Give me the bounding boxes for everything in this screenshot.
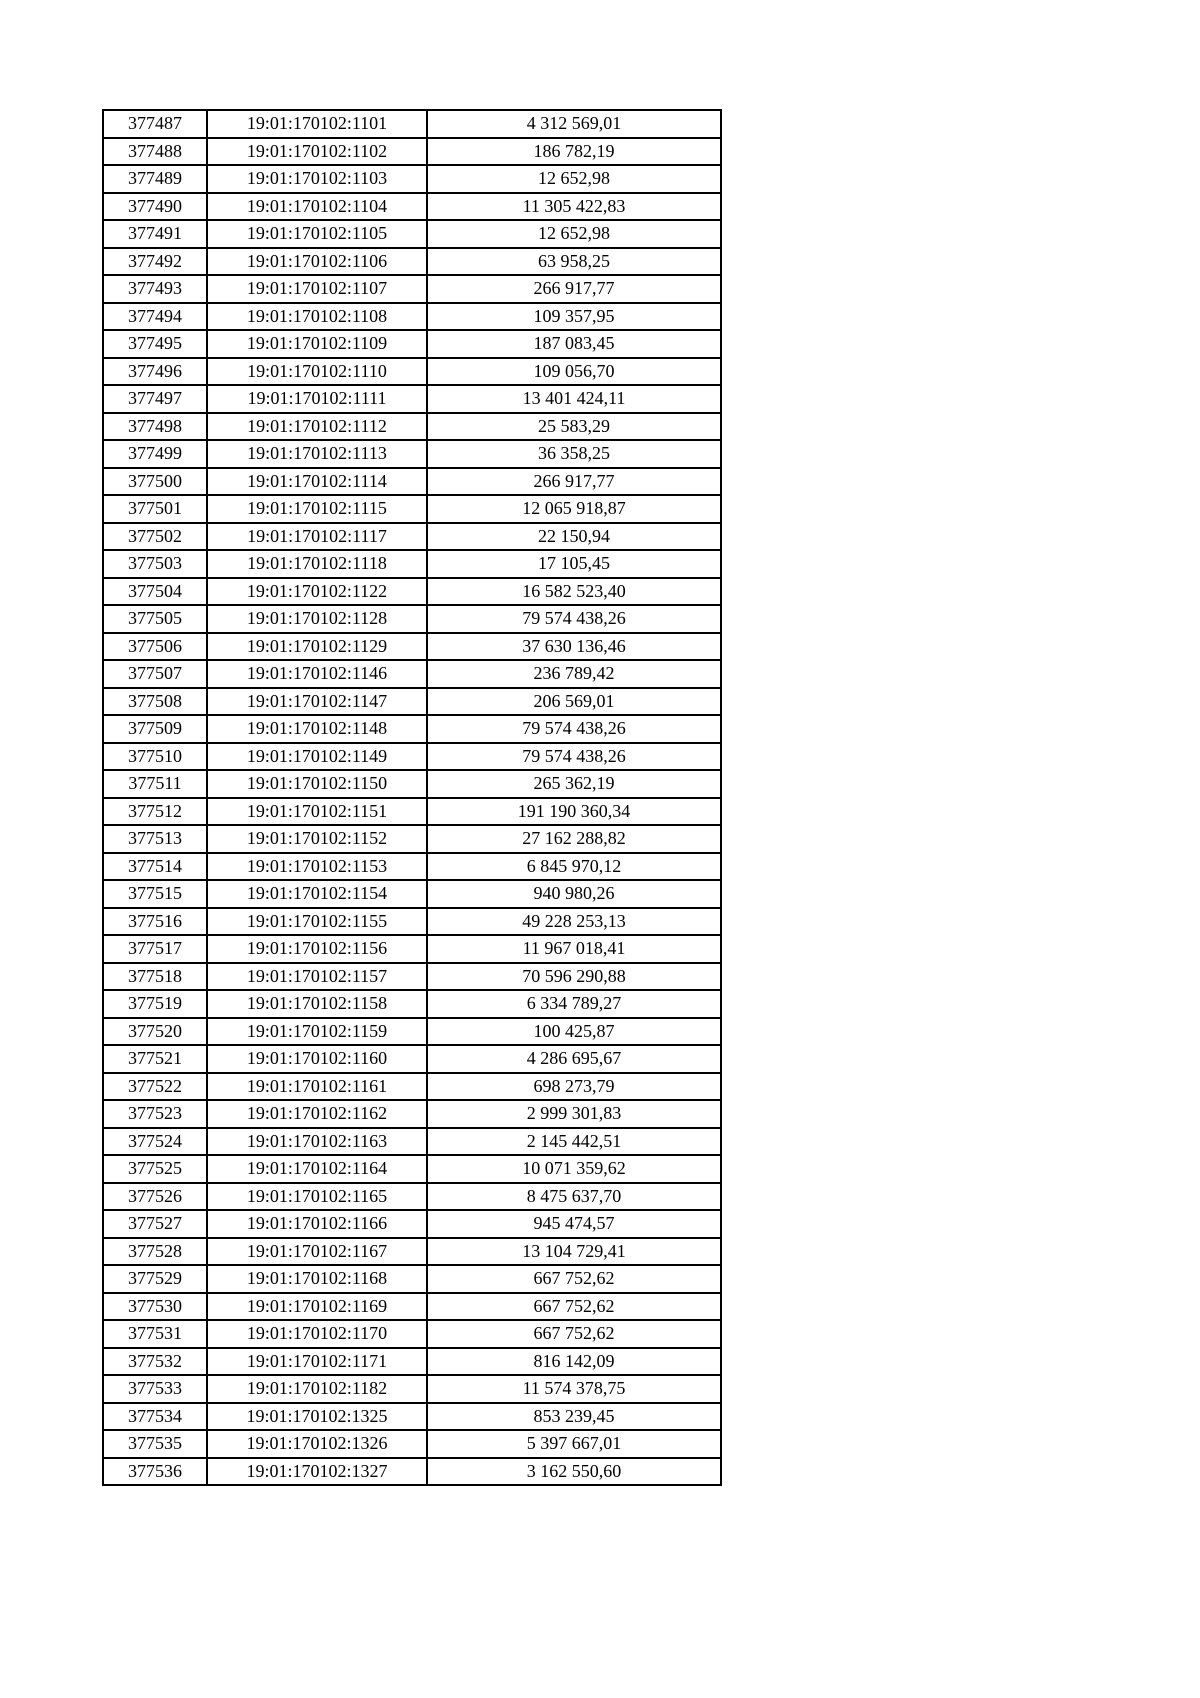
table-row — [103, 798, 721, 826]
row-number-cell: 377502 — [103, 523, 207, 551]
value-cell: 2 999 301,83 — [427, 1100, 721, 1128]
value-cell: 5 397 667,01 — [427, 1430, 721, 1458]
cadastral-number-cell: 19:01:170102:1114 — [207, 468, 427, 496]
cadastral-number-cell: 19:01:170102:1102 — [207, 138, 427, 166]
table-row — [103, 358, 721, 386]
table-row — [103, 880, 721, 908]
value-cell: 4 286 695,67 — [427, 1045, 721, 1073]
table-row — [103, 1210, 721, 1238]
value-cell: 667 752,62 — [427, 1265, 721, 1293]
cadastral-number-cell: 19:01:170102:1168 — [207, 1265, 427, 1293]
value-cell: 79 574 438,26 — [427, 605, 721, 633]
row-number-cell: 377507 — [103, 660, 207, 688]
cadastral-number-cell: 19:01:170102:1147 — [207, 688, 427, 716]
cadastral-number-cell: 19:01:170102:1171 — [207, 1348, 427, 1376]
cadastral-number-cell: 19:01:170102:1122 — [207, 578, 427, 606]
value-cell: 11 574 378,75 — [427, 1375, 721, 1403]
value-cell: 6 334 789,27 — [427, 990, 721, 1018]
row-number-cell: 377499 — [103, 440, 207, 468]
cadastral-number-cell: 19:01:170102:1148 — [207, 715, 427, 743]
value-cell: 186 782,19 — [427, 138, 721, 166]
row-number-cell: 377534 — [103, 1403, 207, 1431]
table-row — [103, 1073, 721, 1101]
table-row — [103, 523, 721, 551]
table-row — [103, 770, 721, 798]
value-cell: 36 358,25 — [427, 440, 721, 468]
row-number-cell: 377504 — [103, 578, 207, 606]
row-number-cell: 377517 — [103, 935, 207, 963]
table-row — [103, 1403, 721, 1431]
row-number-cell: 377494 — [103, 303, 207, 331]
value-cell: 2 145 442,51 — [427, 1128, 721, 1156]
row-number-cell: 377531 — [103, 1320, 207, 1348]
table-row — [103, 1155, 721, 1183]
value-cell: 13 401 424,11 — [427, 385, 721, 413]
value-cell: 8 475 637,70 — [427, 1183, 721, 1211]
row-number-cell: 377535 — [103, 1430, 207, 1458]
cadastral-number-cell: 19:01:170102:1103 — [207, 165, 427, 193]
row-number-cell: 377489 — [103, 165, 207, 193]
cadastral-number-cell: 19:01:170102:1154 — [207, 880, 427, 908]
cadastral-number-cell: 19:01:170102:1158 — [207, 990, 427, 1018]
table-row — [103, 248, 721, 276]
value-cell: 109 056,70 — [427, 358, 721, 386]
value-cell: 79 574 438,26 — [427, 715, 721, 743]
row-number-cell: 377501 — [103, 495, 207, 523]
row-number-cell: 377495 — [103, 330, 207, 358]
value-cell: 37 630 136,46 — [427, 633, 721, 661]
cadastral-number-cell: 19:01:170102:1109 — [207, 330, 427, 358]
row-number-cell: 377503 — [103, 550, 207, 578]
value-cell: 49 228 253,13 — [427, 908, 721, 936]
row-number-cell: 377509 — [103, 715, 207, 743]
value-cell: 11 967 018,41 — [427, 935, 721, 963]
table-row — [103, 1430, 721, 1458]
row-number-cell: 377519 — [103, 990, 207, 1018]
cadastral-value-table — [102, 109, 722, 1486]
table-row — [103, 138, 721, 166]
cadastral-number-cell: 19:01:170102:1106 — [207, 248, 427, 276]
cadastral-number-cell: 19:01:170102:1170 — [207, 1320, 427, 1348]
table-row — [103, 1018, 721, 1046]
table-row — [103, 550, 721, 578]
cadastral-number-cell: 19:01:170102:1167 — [207, 1238, 427, 1266]
table-row — [103, 193, 721, 221]
table-row — [103, 825, 721, 853]
cadastral-number-cell: 19:01:170102:1117 — [207, 523, 427, 551]
row-number-cell: 377493 — [103, 275, 207, 303]
cadastral-number-cell: 19:01:170102:1163 — [207, 1128, 427, 1156]
table-row — [103, 990, 721, 1018]
cadastral-number-cell: 19:01:170102:1326 — [207, 1430, 427, 1458]
cadastral-number-cell: 19:01:170102:1113 — [207, 440, 427, 468]
value-cell: 63 958,25 — [427, 248, 721, 276]
value-cell: 266 917,77 — [427, 468, 721, 496]
table-row — [103, 468, 721, 496]
cadastral-number-cell: 19:01:170102:1115 — [207, 495, 427, 523]
row-number-cell: 377530 — [103, 1293, 207, 1321]
cadastral-number-cell: 19:01:170102:1112 — [207, 413, 427, 441]
value-cell: 10 071 359,62 — [427, 1155, 721, 1183]
row-number-cell: 377505 — [103, 605, 207, 633]
row-number-cell: 377527 — [103, 1210, 207, 1238]
cadastral-number-cell: 19:01:170102:1325 — [207, 1403, 427, 1431]
table-row — [103, 605, 721, 633]
table-row — [103, 1458, 721, 1486]
row-number-cell: 377491 — [103, 220, 207, 248]
cadastral-number-cell: 19:01:170102:1150 — [207, 770, 427, 798]
row-number-cell: 377506 — [103, 633, 207, 661]
table-row — [103, 853, 721, 881]
value-cell: 11 305 422,83 — [427, 193, 721, 221]
cadastral-number-cell: 19:01:170102:1166 — [207, 1210, 427, 1238]
row-number-cell: 377526 — [103, 1183, 207, 1211]
cadastral-number-cell: 19:01:170102:1162 — [207, 1100, 427, 1128]
row-number-cell: 377488 — [103, 138, 207, 166]
cadastral-number-cell: 19:01:170102:1157 — [207, 963, 427, 991]
value-cell: 191 190 360,34 — [427, 798, 721, 826]
table-row — [103, 303, 721, 331]
row-number-cell: 377492 — [103, 248, 207, 276]
table-row — [103, 660, 721, 688]
cadastral-number-cell: 19:01:170102:1160 — [207, 1045, 427, 1073]
cadastral-number-cell: 19:01:170102:1118 — [207, 550, 427, 578]
value-cell: 3 162 550,60 — [427, 1458, 721, 1486]
value-cell: 70 596 290,88 — [427, 963, 721, 991]
value-cell: 25 583,29 — [427, 413, 721, 441]
row-number-cell: 377529 — [103, 1265, 207, 1293]
table-row — [103, 1128, 721, 1156]
row-number-cell: 377500 — [103, 468, 207, 496]
cadastral-number-cell: 19:01:170102:1165 — [207, 1183, 427, 1211]
value-cell: 16 582 523,40 — [427, 578, 721, 606]
value-cell: 187 083,45 — [427, 330, 721, 358]
value-cell: 266 917,77 — [427, 275, 721, 303]
cadastral-number-cell: 19:01:170102:1151 — [207, 798, 427, 826]
table-row — [103, 633, 721, 661]
table-row — [103, 1265, 721, 1293]
value-cell: 6 845 970,12 — [427, 853, 721, 881]
table-row — [103, 743, 721, 771]
row-number-cell: 377512 — [103, 798, 207, 826]
cadastral-number-cell: 19:01:170102:1101 — [207, 110, 427, 138]
row-number-cell: 377513 — [103, 825, 207, 853]
value-cell: 698 273,79 — [427, 1073, 721, 1101]
table-row — [103, 165, 721, 193]
table-row — [103, 1320, 721, 1348]
table-row — [103, 1293, 721, 1321]
row-number-cell: 377532 — [103, 1348, 207, 1376]
table-row — [103, 275, 721, 303]
cadastral-number-cell: 19:01:170102:1128 — [207, 605, 427, 633]
cadastral-number-cell: 19:01:170102:1110 — [207, 358, 427, 386]
row-number-cell: 377523 — [103, 1100, 207, 1128]
cadastral-number-cell: 19:01:170102:1105 — [207, 220, 427, 248]
row-number-cell: 377498 — [103, 413, 207, 441]
value-cell: 265 362,19 — [427, 770, 721, 798]
cadastral-number-cell: 19:01:170102:1104 — [207, 193, 427, 221]
cadastral-number-cell: 19:01:170102:1153 — [207, 853, 427, 881]
table-row — [103, 1238, 721, 1266]
value-cell: 945 474,57 — [427, 1210, 721, 1238]
row-number-cell: 377528 — [103, 1238, 207, 1266]
table-row — [103, 495, 721, 523]
value-cell: 13 104 729,41 — [427, 1238, 721, 1266]
cadastral-number-cell: 19:01:170102:1129 — [207, 633, 427, 661]
value-cell: 22 150,94 — [427, 523, 721, 551]
table-row — [103, 1183, 721, 1211]
table-row — [103, 1100, 721, 1128]
table-row — [103, 908, 721, 936]
value-cell: 236 789,42 — [427, 660, 721, 688]
row-number-cell: 377510 — [103, 743, 207, 771]
row-number-cell: 377490 — [103, 193, 207, 221]
cadastral-number-cell: 19:01:170102:1149 — [207, 743, 427, 771]
row-number-cell: 377511 — [103, 770, 207, 798]
value-cell: 667 752,62 — [427, 1320, 721, 1348]
cadastral-number-cell: 19:01:170102:1108 — [207, 303, 427, 331]
cadastral-number-cell: 19:01:170102:1107 — [207, 275, 427, 303]
row-number-cell: 377514 — [103, 853, 207, 881]
table-row — [103, 330, 721, 358]
table-row — [103, 413, 721, 441]
value-cell: 12 652,98 — [427, 165, 721, 193]
table-row — [103, 110, 721, 138]
row-number-cell: 377525 — [103, 1155, 207, 1183]
value-cell: 206 569,01 — [427, 688, 721, 716]
value-cell: 27 162 288,82 — [427, 825, 721, 853]
table-row — [103, 1045, 721, 1073]
cadastral-number-cell: 19:01:170102:1327 — [207, 1458, 427, 1486]
cadastral-number-cell: 19:01:170102:1161 — [207, 1073, 427, 1101]
cadastral-number-cell: 19:01:170102:1152 — [207, 825, 427, 853]
row-number-cell: 377516 — [103, 908, 207, 936]
table-row — [103, 1348, 721, 1376]
value-cell: 4 312 569,01 — [427, 110, 721, 138]
value-cell: 100 425,87 — [427, 1018, 721, 1046]
table-row — [103, 385, 721, 413]
cadastral-number-cell: 19:01:170102:1182 — [207, 1375, 427, 1403]
table-row — [103, 715, 721, 743]
row-number-cell: 377520 — [103, 1018, 207, 1046]
table-row — [103, 688, 721, 716]
row-number-cell: 377497 — [103, 385, 207, 413]
table-row — [103, 220, 721, 248]
value-cell: 816 142,09 — [427, 1348, 721, 1376]
value-cell: 12 065 918,87 — [427, 495, 721, 523]
cadastral-number-cell: 19:01:170102:1111 — [207, 385, 427, 413]
cadastral-number-cell: 19:01:170102:1155 — [207, 908, 427, 936]
row-number-cell: 377508 — [103, 688, 207, 716]
row-number-cell: 377518 — [103, 963, 207, 991]
row-number-cell: 377533 — [103, 1375, 207, 1403]
cadastral-number-cell: 19:01:170102:1156 — [207, 935, 427, 963]
table-row — [103, 963, 721, 991]
value-cell: 12 652,98 — [427, 220, 721, 248]
value-cell: 853 239,45 — [427, 1403, 721, 1431]
cadastral-number-cell: 19:01:170102:1146 — [207, 660, 427, 688]
value-cell: 109 357,95 — [427, 303, 721, 331]
row-number-cell: 377515 — [103, 880, 207, 908]
value-cell: 940 980,26 — [427, 880, 721, 908]
row-number-cell: 377521 — [103, 1045, 207, 1073]
value-cell: 79 574 438,26 — [427, 743, 721, 771]
table-row — [103, 440, 721, 468]
row-number-cell: 377522 — [103, 1073, 207, 1101]
value-cell: 17 105,45 — [427, 550, 721, 578]
cadastral-number-cell: 19:01:170102:1159 — [207, 1018, 427, 1046]
cadastral-number-cell: 19:01:170102:1169 — [207, 1293, 427, 1321]
row-number-cell: 377496 — [103, 358, 207, 386]
cadastral-number-cell: 19:01:170102:1164 — [207, 1155, 427, 1183]
table-row — [103, 1375, 721, 1403]
row-number-cell: 377487 — [103, 110, 207, 138]
table-row — [103, 935, 721, 963]
table-body — [103, 110, 721, 1485]
row-number-cell: 377524 — [103, 1128, 207, 1156]
table-row — [103, 578, 721, 606]
row-number-cell: 377536 — [103, 1458, 207, 1486]
value-cell: 667 752,62 — [427, 1293, 721, 1321]
